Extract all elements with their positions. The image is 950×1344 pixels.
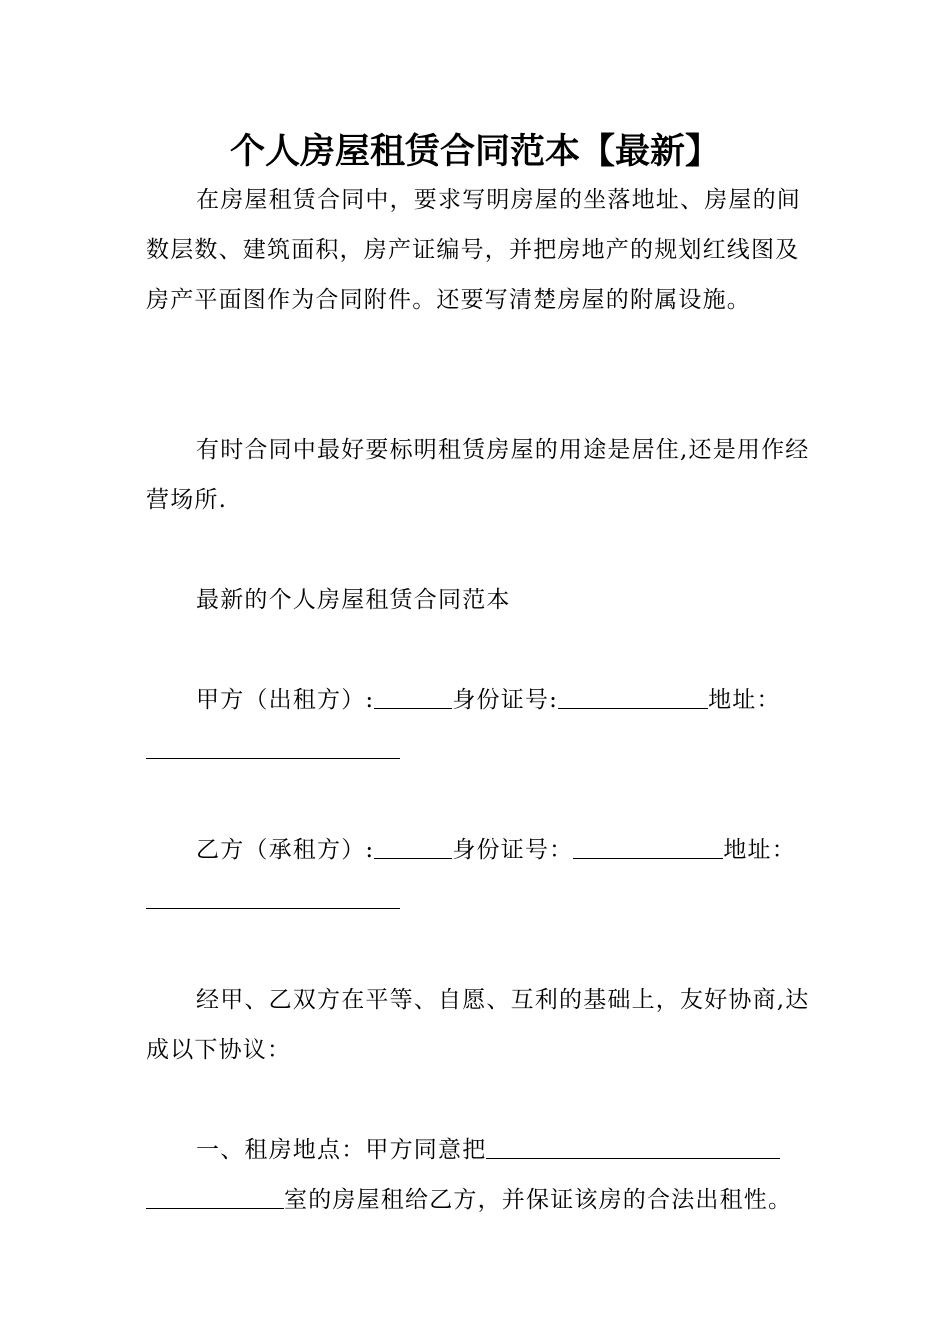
party-b-label: 乙方（承租方）: [196, 837, 375, 863]
document-title: 个人房屋租赁合同范本【最新】 [229, 131, 720, 172]
party-b-address-blank [146, 908, 400, 909]
party-a-label: 甲方（出租方）: [196, 687, 375, 713]
usage-paragraph: 有时合同中最好要标明租赁房屋的用途是居住,还是用作经营场所. [146, 437, 810, 513]
party-a-id-label: 身份证号: [452, 687, 559, 713]
party-a-line [146, 675, 810, 725]
party-a-address-label: 地址： [708, 687, 781, 713]
party-b-address-label: 地址： [723, 837, 796, 863]
party-b-id-blank [573, 834, 723, 859]
agreement-paragraph: 经甲、乙双方在平等、自愿、互利的基础上，友好协商,达成以下协议： [146, 987, 810, 1063]
clause-1-lead: 一、租房地点：甲方同意把 [196, 1137, 487, 1163]
clause-1-room-blank [146, 1184, 284, 1209]
party-a-address-blank [146, 758, 400, 759]
subheading-paragraph: 最新的个人房屋租赁合同范本 [196, 587, 511, 613]
party-a-name-blank [374, 684, 452, 709]
party-a-id-blank [558, 684, 708, 709]
party-b-line [146, 825, 810, 875]
clause-1-tail: 室的房屋租给乙方，并保证该房的合法出租性。 [284, 1187, 793, 1213]
intro-paragraph: 在房屋租赁合同中，要求写明房屋的坐落地址、房屋的间数层数、建筑面积，房产证编号，并把房地产的规划红线图及房产平面图作为合同附件。还要写清楚房屋的附属设施。 [146, 187, 801, 313]
clause-1-tail-line [146, 1175, 810, 1225]
clause-1-location-blank [486, 1134, 780, 1159]
clause-1-line [146, 1125, 810, 1175]
party-b-id-label: 身份证号： [452, 837, 574, 863]
party-b-name-blank [374, 834, 452, 859]
